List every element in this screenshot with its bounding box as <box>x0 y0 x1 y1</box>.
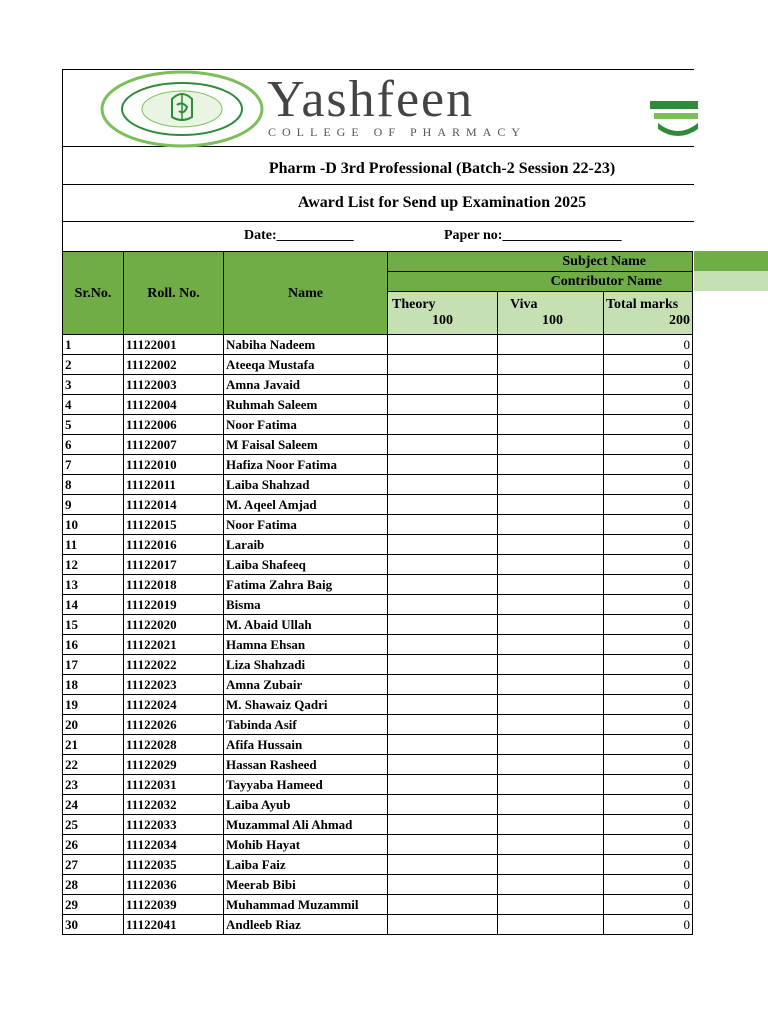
viva-marks-cell[interactable] <box>498 875 604 895</box>
total-marks-cell: 0 <box>604 735 693 755</box>
total-marks-cell: 0 <box>604 635 693 655</box>
student-name-cell: Noor Fatima <box>224 415 388 435</box>
roll-no-cell: 11122010 <box>124 455 224 475</box>
theory-marks-cell[interactable] <box>388 655 498 675</box>
table-row <box>63 555 693 575</box>
award-list-title: Award List for Send up Examination 2025 <box>297 194 587 211</box>
subject-header-overflow <box>694 251 768 271</box>
total-marks-cell: 0 <box>604 335 693 355</box>
theory-marks-cell[interactable] <box>388 695 498 715</box>
student-name-cell: Bisma <box>224 595 388 615</box>
student-name-cell: Liza Shahzadi <box>224 655 388 675</box>
student-name-cell: Hamna Ehsan <box>224 635 388 655</box>
student-name-cell: Muhammad Muzammil <box>224 895 388 915</box>
student-name-cell: Tabinda Asif <box>224 715 388 735</box>
total-marks-cell: 0 <box>604 855 693 875</box>
student-name-cell: M Faisal Saleem <box>224 435 388 455</box>
student-name-cell: M. Aqeel Amjad <box>224 495 388 515</box>
sr-no-cell: 8 <box>63 475 124 495</box>
table-row <box>63 855 693 875</box>
theory-marks-cell[interactable] <box>388 775 498 795</box>
table-row <box>63 395 693 415</box>
sr-no-cell: 15 <box>63 615 124 635</box>
table-row <box>63 835 693 855</box>
table-row <box>63 435 693 455</box>
roll-no-cell: 11122018 <box>124 575 224 595</box>
table-row <box>63 655 693 675</box>
program-title: Pharm -D 3rd Professional (Batch-2 Session 22-23) <box>268 160 616 177</box>
sr-no-cell: 22 <box>63 755 124 775</box>
student-name-cell: Mohib Hayat <box>224 835 388 855</box>
sr-no-cell: 19 <box>63 695 124 715</box>
sr-no-cell: 4 <box>63 395 124 415</box>
theory-marks-cell[interactable] <box>388 535 498 555</box>
theory-marks-cell[interactable] <box>388 515 498 535</box>
roll-no-cell: 11122007 <box>124 435 224 455</box>
theory-marks-cell[interactable] <box>388 795 498 815</box>
student-name-cell: Fatima Zahra Baig <box>224 575 388 595</box>
roll-no-cell: 11122028 <box>124 735 224 755</box>
student-name-cell: Meerab Bibi <box>224 875 388 895</box>
sr-no-cell: 5 <box>63 415 124 435</box>
total-marks-cell: 0 <box>604 615 693 635</box>
viva-marks-cell[interactable] <box>498 535 604 555</box>
roll-no-cell: 11122002 <box>124 355 224 375</box>
student-name-cell: Ateeqa Mustafa <box>224 355 388 375</box>
total-marks-cell: 0 <box>604 775 693 795</box>
viva-marks-cell[interactable] <box>498 835 604 855</box>
viva-marks-cell[interactable] <box>498 455 604 475</box>
viva-marks-cell[interactable] <box>498 515 604 535</box>
total-marks-cell: 0 <box>604 795 693 815</box>
sr-no-cell: 26 <box>63 835 124 855</box>
viva-marks-cell[interactable] <box>498 895 604 915</box>
student-name-cell: M. Abaid Ullah <box>224 615 388 635</box>
roll-no-cell: 11122033 <box>124 815 224 835</box>
table-row <box>63 475 693 495</box>
roll-no-cell: 11122035 <box>124 855 224 875</box>
theory-marks-cell[interactable] <box>388 735 498 755</box>
total-marks-cell: 0 <box>604 695 693 715</box>
roll-no-cell: 11122004 <box>124 395 224 415</box>
roll-no-cell: 11122003 <box>124 375 224 395</box>
college-seal-logo <box>100 69 265 149</box>
total-marks-cell: 0 <box>604 815 693 835</box>
theory-marks-cell[interactable] <box>388 855 498 875</box>
student-name-cell: Nabiha Nadeem <box>224 335 388 355</box>
theory-marks-cell[interactable] <box>388 815 498 835</box>
table-row <box>63 775 693 795</box>
total-marks-cell: 0 <box>604 575 693 595</box>
sr-no-cell: 28 <box>63 875 124 895</box>
viva-label: Viva <box>510 297 538 312</box>
theory-marks-cell[interactable] <box>388 895 498 915</box>
roll-no-cell: 11122026 <box>124 715 224 735</box>
sr-no-cell: 2 <box>63 355 124 375</box>
student-name-cell: Amna Zubair <box>224 675 388 695</box>
viva-marks-cell[interactable] <box>498 335 604 355</box>
sr-no-cell: 9 <box>63 495 124 515</box>
total-marks-cell: 0 <box>604 535 693 555</box>
header-total-marks <box>604 292 693 335</box>
total-marks-cell: 0 <box>604 715 693 735</box>
viva-marks-cell[interactable] <box>498 395 604 415</box>
total-marks-cell: 0 <box>604 835 693 855</box>
table-row <box>63 895 693 915</box>
roll-no-cell: 11122023 <box>124 675 224 695</box>
total-label: Total marks <box>606 297 679 312</box>
total-marks-cell: 0 <box>604 395 693 415</box>
viva-marks-cell[interactable] <box>498 735 604 755</box>
student-name-cell: M. Shawaiz Qadri <box>224 695 388 715</box>
viva-marks-cell[interactable] <box>498 635 604 655</box>
table-row <box>63 615 693 635</box>
viva-marks-cell[interactable] <box>498 855 604 875</box>
theory-marks-cell[interactable] <box>388 595 498 615</box>
table-row <box>63 915 693 935</box>
table-row <box>63 695 693 715</box>
theory-marks-cell[interactable] <box>388 615 498 635</box>
sr-no-cell: 30 <box>63 915 124 935</box>
viva-marks-cell[interactable] <box>498 775 604 795</box>
theory-marks-cell[interactable] <box>388 755 498 775</box>
student-name-cell: Ruhmah Saleem <box>224 395 388 415</box>
student-name-cell: Laiba Shafeeq <box>224 555 388 575</box>
student-name-cell: Noor Fatima <box>224 515 388 535</box>
total-marks-cell: 0 <box>604 455 693 475</box>
table-row <box>63 715 693 735</box>
viva-marks-cell[interactable] <box>498 415 604 435</box>
theory-marks-cell[interactable] <box>388 455 498 475</box>
sr-no-cell: 6 <box>63 435 124 455</box>
sr-no-cell: 25 <box>63 815 124 835</box>
header-contributor-name: Contributor Name <box>388 272 693 292</box>
table-row <box>63 455 693 475</box>
theory-marks-cell[interactable] <box>388 375 498 395</box>
sr-no-cell: 17 <box>63 655 124 675</box>
theory-marks-cell[interactable] <box>388 715 498 735</box>
paper-number-field: Paper no:_________________ <box>444 228 622 243</box>
theory-label: Theory <box>392 297 436 312</box>
table-row <box>63 815 693 835</box>
viva-marks-cell[interactable] <box>498 355 604 375</box>
sr-no-cell: 16 <box>63 635 124 655</box>
roll-no-cell: 11122032 <box>124 795 224 815</box>
roll-no-cell: 11122034 <box>124 835 224 855</box>
sr-no-cell: 1 <box>63 335 124 355</box>
total-max: 200 <box>669 313 690 328</box>
viva-max: 100 <box>542 313 563 328</box>
roll-no-cell: 11122019 <box>124 595 224 615</box>
student-name-cell: Afifa Hussain <box>224 735 388 755</box>
theory-marks-cell[interactable] <box>388 635 498 655</box>
roll-no-cell: 11122021 <box>124 635 224 655</box>
roll-no-cell: 11122039 <box>124 895 224 915</box>
total-marks-cell: 0 <box>604 515 693 535</box>
theory-marks-cell[interactable] <box>388 575 498 595</box>
table-row <box>63 875 693 895</box>
theory-marks-cell[interactable] <box>388 335 498 355</box>
viva-marks-cell[interactable] <box>498 715 604 735</box>
student-name-cell: Laiba Ayub <box>224 795 388 815</box>
table-row <box>63 375 693 395</box>
roll-no-cell: 11122022 <box>124 655 224 675</box>
table-row <box>63 675 693 695</box>
sr-no-cell: 14 <box>63 595 124 615</box>
viva-marks-cell[interactable] <box>498 375 604 395</box>
sr-no-cell: 23 <box>63 775 124 795</box>
theory-marks-cell[interactable] <box>388 915 498 935</box>
theory-marks-cell[interactable] <box>388 395 498 415</box>
table-row <box>63 755 693 775</box>
table-row <box>63 355 693 375</box>
viva-marks-cell[interactable] <box>498 915 604 935</box>
roll-no-cell: 11122014 <box>124 495 224 515</box>
viva-marks-cell[interactable] <box>498 795 604 815</box>
date-field: Date:___________ <box>244 228 354 243</box>
sr-no-cell: 3 <box>63 375 124 395</box>
table-row <box>63 575 693 595</box>
table-row <box>63 535 693 555</box>
sr-no-cell: 12 <box>63 555 124 575</box>
college-logo-banner <box>62 69 768 146</box>
total-marks-cell: 0 <box>604 875 693 895</box>
student-name-cell: Muzammal Ali Ahmad <box>224 815 388 835</box>
roll-no-cell: 11122029 <box>124 755 224 775</box>
total-marks-cell: 0 <box>604 755 693 775</box>
theory-marks-cell[interactable] <box>388 675 498 695</box>
theory-marks-cell[interactable] <box>388 875 498 895</box>
roll-no-cell: 11122011 <box>124 475 224 495</box>
header-name: Name <box>224 252 388 335</box>
table-row <box>63 795 693 815</box>
total-marks-cell: 0 <box>604 475 693 495</box>
total-marks-cell: 0 <box>604 555 693 575</box>
total-marks-cell: 0 <box>604 675 693 695</box>
total-marks-cell: 0 <box>604 415 693 435</box>
theory-marks-cell[interactable] <box>388 495 498 515</box>
student-name-cell: Hafiza Noor Fatima <box>224 455 388 475</box>
table-row <box>63 735 693 755</box>
theory-marks-cell[interactable] <box>388 555 498 575</box>
theory-marks-cell[interactable] <box>388 415 498 435</box>
table-row <box>63 515 693 535</box>
roll-no-cell: 11122024 <box>124 695 224 715</box>
theory-max: 100 <box>432 313 453 328</box>
viva-marks-cell[interactable] <box>498 815 604 835</box>
roll-no-cell: 11122036 <box>124 875 224 895</box>
header-theory <box>388 292 498 335</box>
header-subject-name: Subject Name <box>388 252 693 272</box>
contributor-header-overflow <box>694 271 768 291</box>
student-name-cell: Laiba Shahzad <box>224 475 388 495</box>
total-marks-cell: 0 <box>604 435 693 455</box>
roll-no-cell: 11122020 <box>124 615 224 635</box>
award-list-table <box>62 251 693 935</box>
theory-marks-cell[interactable] <box>388 475 498 495</box>
sr-no-cell: 27 <box>63 855 124 875</box>
header-roll-no: Roll. No. <box>124 252 224 335</box>
header-viva <box>498 292 604 335</box>
total-marks-cell: 0 <box>604 915 693 935</box>
sr-no-cell: 10 <box>63 515 124 535</box>
sr-no-cell: 18 <box>63 675 124 695</box>
table-row <box>63 595 693 615</box>
viva-marks-cell[interactable] <box>498 615 604 635</box>
roll-no-cell: 11122031 <box>124 775 224 795</box>
viva-marks-cell[interactable] <box>498 555 604 575</box>
viva-marks-cell[interactable] <box>498 695 604 715</box>
viva-marks-cell[interactable] <box>498 475 604 495</box>
total-marks-cell: 0 <box>604 375 693 395</box>
roll-no-cell: 11122001 <box>124 335 224 355</box>
viva-marks-cell[interactable] <box>498 495 604 515</box>
viva-marks-cell[interactable] <box>498 675 604 695</box>
viva-marks-cell[interactable] <box>498 755 604 775</box>
student-name-cell: Amna Javaid <box>224 375 388 395</box>
sr-no-cell: 7 <box>63 455 124 475</box>
header-sr-no: Sr.No. <box>63 252 124 335</box>
theory-marks-cell[interactable] <box>388 355 498 375</box>
roll-no-cell: 11122015 <box>124 515 224 535</box>
total-marks-cell: 0 <box>604 355 693 375</box>
roll-no-cell: 11122006 <box>124 415 224 435</box>
theory-marks-cell[interactable] <box>388 435 498 455</box>
table-row <box>63 635 693 655</box>
viva-marks-cell[interactable] <box>498 595 604 615</box>
theory-marks-cell[interactable] <box>388 835 498 855</box>
table-row <box>63 335 693 355</box>
roll-no-cell: 11122041 <box>124 915 224 935</box>
total-marks-cell: 0 <box>604 495 693 515</box>
college-subtitle: COLLEGE OF PHARMACY <box>268 125 527 139</box>
college-wordmark: Yashfeen <box>267 71 475 128</box>
student-name-cell: Laraib <box>224 535 388 555</box>
roll-no-cell: 11122017 <box>124 555 224 575</box>
viva-marks-cell[interactable] <box>498 435 604 455</box>
student-name-cell: Andleeb Riaz <box>224 915 388 935</box>
table-row <box>63 495 693 515</box>
sr-no-cell: 21 <box>63 735 124 755</box>
sr-no-cell: 24 <box>63 795 124 815</box>
student-name-cell: Laiba Faiz <box>224 855 388 875</box>
viva-marks-cell[interactable] <box>498 575 604 595</box>
roll-no-cell: 11122016 <box>124 535 224 555</box>
total-marks-cell: 0 <box>604 655 693 675</box>
sr-no-cell: 13 <box>63 575 124 595</box>
student-name-cell: Tayyaba Hameed <box>224 775 388 795</box>
total-marks-cell: 0 <box>604 895 693 915</box>
sr-no-cell: 20 <box>63 715 124 735</box>
viva-marks-cell[interactable] <box>498 655 604 675</box>
student-name-cell: Hassan Rasheed <box>224 755 388 775</box>
secondary-logo-fragment <box>648 95 698 139</box>
total-marks-cell: 0 <box>604 595 693 615</box>
sr-no-cell: 29 <box>63 895 124 915</box>
table-row <box>63 415 693 435</box>
sr-no-cell: 11 <box>63 535 124 555</box>
